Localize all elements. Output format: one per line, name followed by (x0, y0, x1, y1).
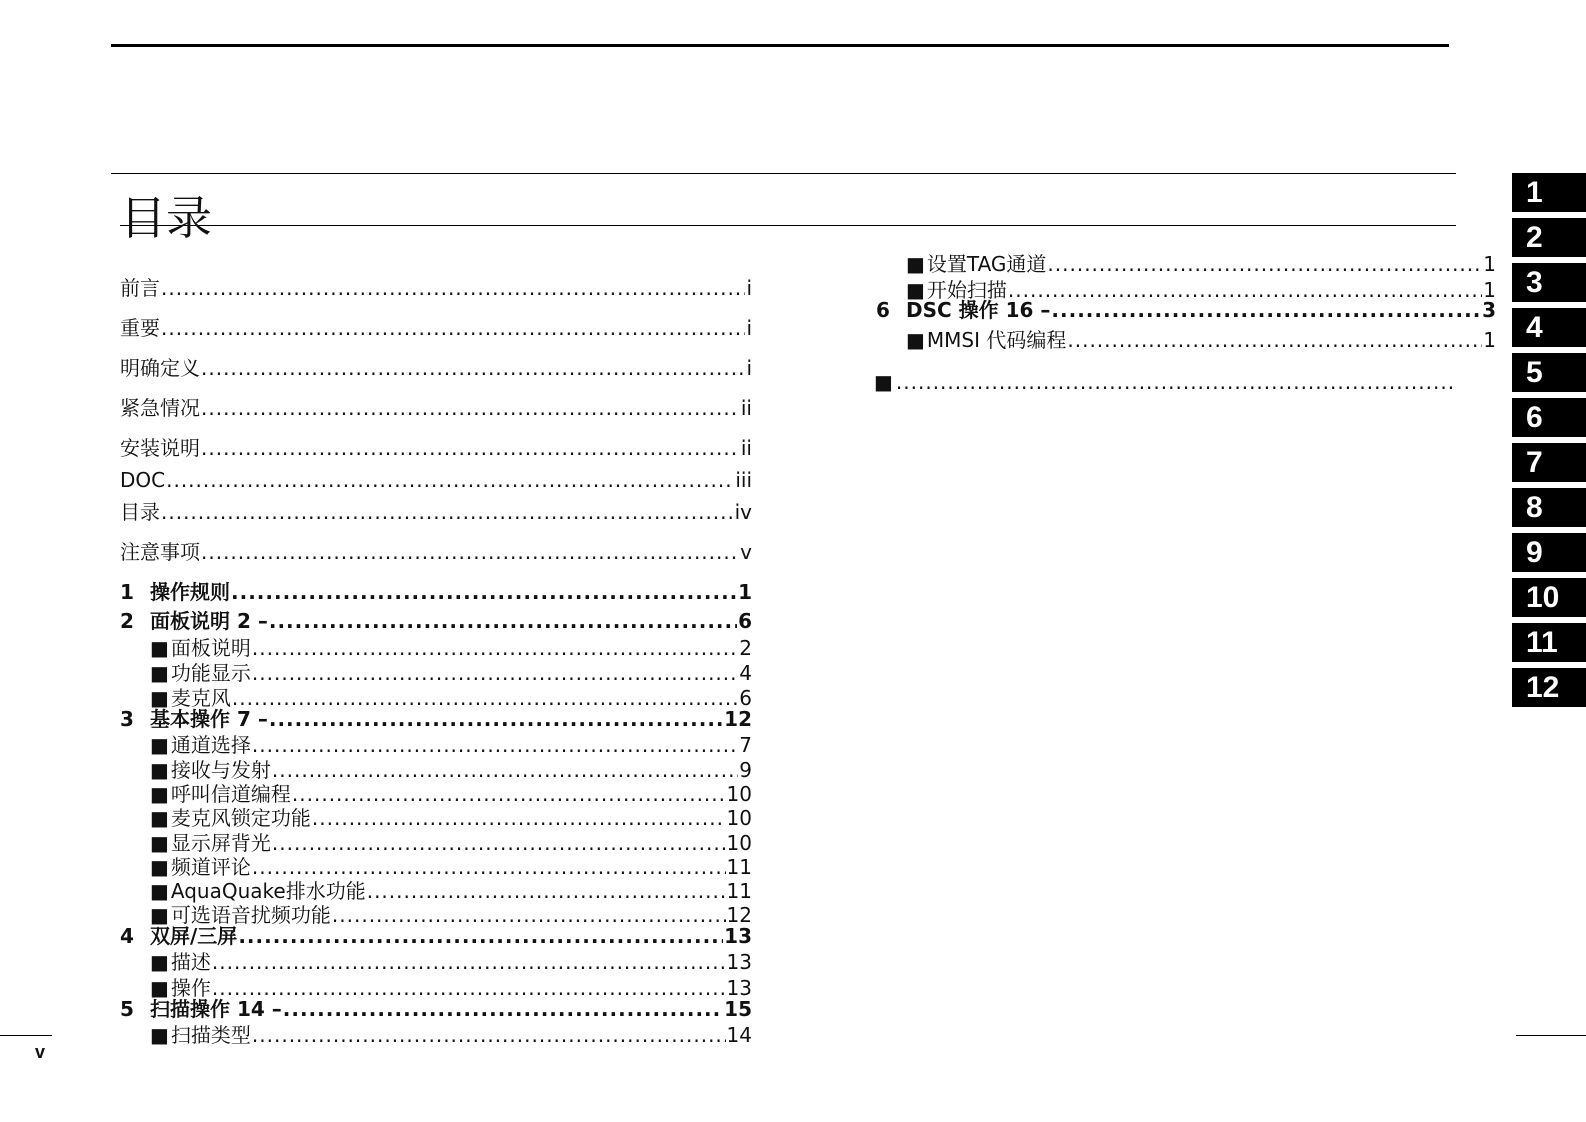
toc-section[interactable] (150, 855, 752, 879)
toc-page: 7 (739, 733, 752, 757)
toc-page: 4 (739, 661, 752, 685)
dot-leader (312, 806, 726, 830)
dot-leader (1047, 252, 1482, 276)
chapter-number: 3 (120, 707, 134, 731)
toc-chapter[interactable] (120, 997, 752, 1021)
toc-label: 紧急情况 (120, 396, 200, 420)
dot-leader (252, 733, 738, 757)
toc-label: MMSI 代码编程 (926, 328, 1067, 352)
dot-leader (201, 436, 740, 460)
dot-leader (283, 997, 723, 1021)
toc-entry[interactable] (120, 500, 752, 524)
toc-entry[interactable] (120, 356, 752, 380)
toc-chapter[interactable] (120, 609, 752, 633)
toc-page: i (746, 276, 752, 300)
dot-leader (201, 396, 740, 420)
dot-leader (269, 609, 737, 633)
toc-section[interactable] (150, 782, 752, 806)
header-rule (111, 173, 1456, 174)
chapter-number: 1 (120, 580, 134, 604)
toc-page: i (746, 356, 752, 380)
toc-section[interactable] (150, 636, 752, 660)
toc-chapter[interactable] (120, 924, 752, 948)
top-rule (111, 44, 1449, 47)
page-number: v (35, 1042, 46, 1062)
toc-chapter[interactable] (876, 298, 1496, 322)
toc-page: 10 (726, 831, 752, 855)
toc-label: AquaQuake排水功能 (170, 879, 366, 903)
toc-label: 接收与发射 (170, 758, 271, 782)
toc-page: 9 (739, 758, 752, 782)
toc-chapter[interactable] (120, 580, 752, 604)
dot-leader (896, 370, 1453, 394)
toc-page: 11 (726, 855, 752, 879)
toc-page: 13 (726, 976, 752, 1000)
toc-label: DSC 操作 16 – (906, 298, 1051, 322)
footer-rule-left (0, 1035, 52, 1036)
toc-label: 扫描类型 (170, 1023, 251, 1047)
page-title: 目录 (120, 191, 212, 245)
toc-entry[interactable] (120, 540, 752, 564)
square-bullet-icon: ■ (150, 686, 169, 710)
toc-label: 基本操作 7 – (150, 707, 268, 731)
toc-page: iv (734, 500, 752, 524)
toc-label: 设置TAG通道 (926, 252, 1047, 276)
chapter-tab[interactable]: 5 (1512, 353, 1586, 392)
toc-entry[interactable] (120, 436, 752, 460)
dot-leader (161, 500, 734, 524)
toc-page: 15 (724, 997, 752, 1021)
square-bullet-icon: ■ (906, 328, 925, 352)
dot-leader (252, 1023, 726, 1047)
toc-page: 6 (739, 686, 752, 710)
square-bullet-icon: ■ (150, 879, 169, 903)
chapter-tab[interactable]: 10 (1512, 578, 1586, 617)
chapter-tab[interactable]: 7 (1512, 443, 1586, 482)
toc-page: 13 (724, 924, 752, 948)
toc-page: 1 (1483, 278, 1496, 302)
toc-page: 11 (726, 879, 752, 903)
chapter-number: 4 (120, 924, 134, 948)
toc-page: 10 (726, 782, 752, 806)
square-bullet-icon: ■ (150, 1023, 169, 1047)
toc-section[interactable] (150, 806, 752, 830)
dot-leader (161, 276, 745, 300)
toc-page: 1 (1483, 328, 1496, 352)
chapter-tab[interactable]: 1 (1512, 173, 1586, 212)
toc-label: 描述 (170, 950, 211, 974)
dot-leader (1051, 298, 1481, 322)
toc-page: 12 (724, 707, 752, 731)
dot-leader (161, 316, 745, 340)
square-bullet-icon: ■ (906, 252, 925, 276)
dot-leader (252, 855, 726, 879)
toc-label: 安装说明 (120, 436, 200, 460)
square-bullet-icon: ■ (150, 758, 169, 782)
square-bullet-icon: ■ (150, 903, 169, 927)
chapter-tab[interactable]: 12 (1512, 668, 1586, 707)
toc-page: 12 (726, 903, 752, 927)
square-bullet-icon: ■ (150, 831, 169, 855)
toc-section[interactable] (906, 252, 1496, 276)
toc-page: 1 (1483, 252, 1496, 276)
square-bullet-icon: ■ (150, 636, 169, 660)
chapter-tab[interactable]: 2 (1512, 218, 1586, 257)
toc-label: 开始扫描 (926, 278, 1007, 302)
toc-page: i (746, 316, 752, 340)
chapter-number: 6 (876, 298, 890, 322)
toc-label: 麦克风锁定功能 (170, 806, 311, 830)
toc-label: 呼叫信道编程 (170, 782, 291, 806)
square-bullet-icon: ■ (150, 950, 169, 974)
toc-section[interactable] (150, 831, 752, 855)
toc-label: 操作 (170, 976, 211, 1000)
chapter-tab[interactable]: 9 (1512, 533, 1586, 572)
chapter-tab[interactable]: 3 (1512, 263, 1586, 302)
dot-leader (212, 950, 726, 974)
toc-page: 10 (726, 806, 752, 830)
toc-label: 双屏/三屏 (150, 924, 238, 948)
dot-leader (252, 636, 738, 660)
toc-entry[interactable] (120, 276, 752, 300)
dot-leader (272, 831, 726, 855)
dot-leader (1067, 328, 1482, 352)
dot-leader (231, 580, 737, 604)
square-bullet-icon: ■ (150, 855, 169, 879)
chapter-number: 5 (120, 997, 134, 1021)
square-bullet-icon: ■ (150, 733, 169, 757)
toc-section[interactable] (906, 328, 1496, 352)
toc-section[interactable] (150, 661, 752, 685)
toc-entry[interactable] (120, 468, 752, 492)
square-bullet-icon: ■ (150, 976, 169, 1000)
toc-section[interactable] (150, 1023, 752, 1047)
square-bullet-icon: ■ (150, 661, 169, 685)
toc-label: 操作规则 (150, 580, 230, 604)
toc-label: 明确定义 (120, 356, 200, 380)
toc-label: 可选语音扰频功能 (170, 903, 331, 927)
footer-rule-right (1516, 1035, 1586, 1036)
dot-leader (166, 468, 734, 492)
chapter-tab[interactable]: 4 (1512, 308, 1586, 347)
toc-label: 注意事项 (120, 540, 200, 564)
chapter-tab[interactable]: 8 (1512, 488, 1586, 527)
dot-leader (252, 661, 738, 685)
chapter-tab[interactable]: 11 (1512, 623, 1586, 662)
toc-label: 面板说明 (170, 636, 251, 660)
toc-page: 13 (726, 950, 752, 974)
toc-label: 重要 (120, 316, 160, 340)
toc-label: 功能显示 (170, 661, 251, 685)
square-bullet-icon: ■ (150, 806, 169, 830)
toc-section[interactable] (150, 950, 752, 974)
toc-page: 14 (726, 1023, 752, 1047)
dot-leader (201, 356, 745, 380)
toc-page: ii (740, 396, 752, 420)
toc-label: 面板说明 2 – (150, 609, 268, 633)
square-bullet-icon: ■ (874, 370, 893, 394)
chapter-number: 2 (120, 609, 134, 633)
toc-label: 显示屏背光 (170, 831, 271, 855)
chapter-tab[interactable]: 6 (1512, 398, 1586, 437)
dot-leader (269, 707, 723, 731)
dot-leader (272, 758, 738, 782)
toc-page: 3 (1482, 298, 1496, 322)
toc-page: 1 (738, 580, 752, 604)
dot-leader (292, 782, 726, 806)
toc-page: iii (735, 468, 752, 492)
toc-section[interactable] (874, 370, 1454, 394)
toc-label: 前言 (120, 276, 160, 300)
toc-label: 扫描操作 14 – (150, 997, 282, 1021)
toc-entry[interactable] (120, 396, 752, 420)
toc-section[interactable] (150, 758, 752, 782)
toc-section[interactable] (150, 733, 752, 757)
toc-page: 2 (739, 636, 752, 660)
toc-label: 频道评论 (170, 855, 251, 879)
square-bullet-icon: ■ (150, 782, 169, 806)
chapter-tabs (1512, 173, 1586, 713)
toc-page: v (740, 540, 752, 564)
toc-label: DOC (120, 468, 166, 492)
toc-section[interactable] (150, 879, 752, 903)
toc-chapter[interactable] (120, 707, 752, 731)
dot-leader (367, 879, 726, 903)
toc-label: 目录 (120, 500, 160, 524)
dot-leader (201, 540, 739, 564)
dot-leader (238, 924, 723, 948)
title-underline (120, 225, 1456, 226)
toc-page: 6 (738, 609, 752, 633)
toc-label: 通道选择 (170, 733, 251, 757)
toc-page: ii (740, 436, 752, 460)
toc-entry[interactable] (120, 316, 752, 340)
square-bullet-icon: ■ (906, 278, 925, 302)
toc-label: 麦克风 (170, 686, 231, 710)
